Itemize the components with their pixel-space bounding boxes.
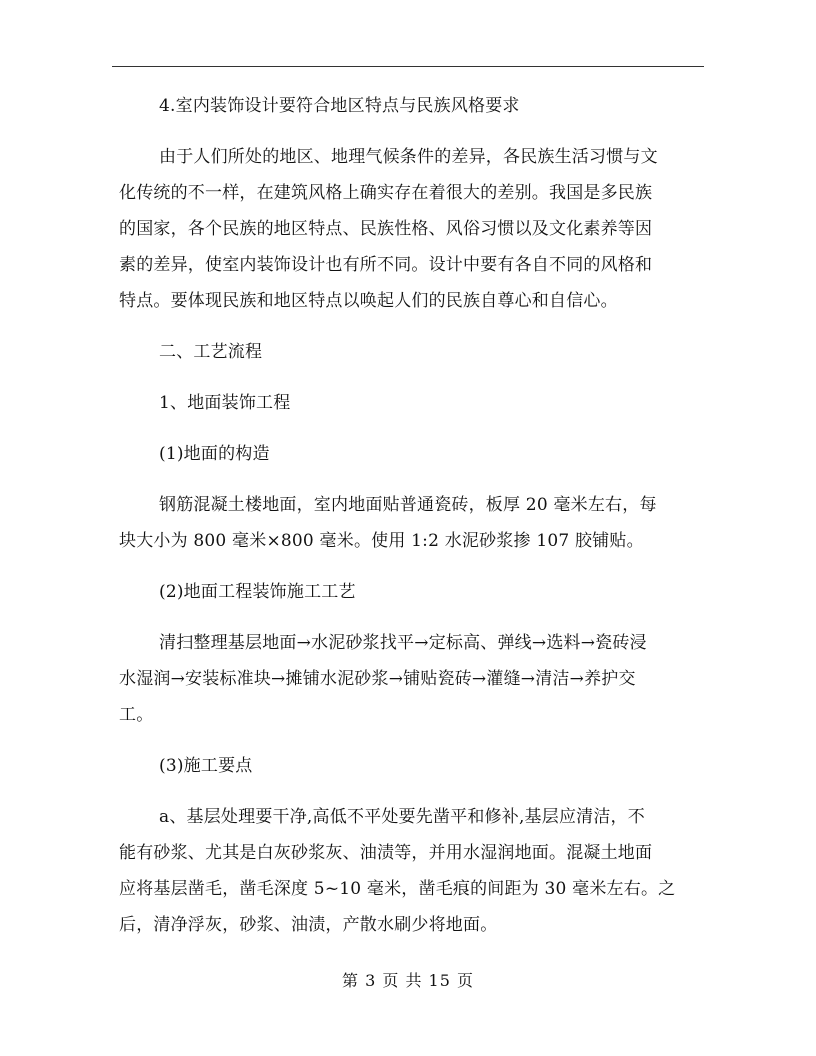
paragraph <box>119 799 699 943</box>
text-line: 1、地面装饰工程 <box>159 393 291 413</box>
text-line: (2)地面工程装饰施工工艺 <box>159 582 356 602</box>
paragraph <box>119 88 699 124</box>
paragraph <box>119 625 699 733</box>
paragraph <box>119 139 699 319</box>
text-line: 工。 <box>119 705 154 725</box>
paragraph-gap <box>119 472 699 487</box>
paragraph-gap <box>119 610 699 625</box>
paragraph <box>119 385 699 421</box>
page-footer: 第 3 页 共 15 页 <box>342 971 474 990</box>
text-line: 钢筋混凝土楼地面，室内地面贴普通瓷砖，板厚 20 毫米左右，每 <box>159 495 657 515</box>
paragraph-gap <box>119 124 699 139</box>
paragraph-gap <box>119 559 699 574</box>
text-line: 素的差异，使室内装饰设计也有所不同。设计中要有各自不同的风格和 <box>119 255 653 275</box>
text-line: 应将基层凿毛，凿毛深度 5~10 毫米，凿毛痕的间距为 30 毫米左右。之 <box>119 879 676 899</box>
text-line: (3)施工要点 <box>159 756 253 776</box>
text-line: a、基层处理要干净,高低不平处要先凿平和修补,基层应清洁，不 <box>159 807 645 827</box>
text-line: 能有砂浆、尤其是白灰砂浆灰、油渍等，并用水湿润地面。混凝土地面 <box>119 843 653 863</box>
paragraph-gap <box>119 319 699 334</box>
text-line: 块大小为 800 毫米×800 毫米。使用 1:2 水泥砂浆掺 107 胶铺贴。 <box>119 531 644 551</box>
paragraph <box>119 748 699 784</box>
paragraph-gap <box>119 784 699 799</box>
text-line: 的国家，各个民族的地区特点、民族性格、风俗习惯以及文化素养等因 <box>119 219 653 239</box>
paragraph <box>119 334 699 370</box>
text-line: 特点。要体现民族和地区特点以唤起人们的民族自尊心和自信心。 <box>119 291 618 311</box>
text-line: 化传统的不一样，在建筑风格上确实存在着很大的差别。我国是多民族 <box>119 183 653 203</box>
header-rule <box>112 66 704 67</box>
text-line: 清扫整理基层地面→水泥砂浆找平→定标高、弹线→选料→瓷砖浸 <box>159 633 647 653</box>
paragraph <box>119 487 699 559</box>
paragraph-gap <box>119 421 699 436</box>
text-line: 水湿润→安装标准块→摊铺水泥砂浆→铺贴瓷砖→灌缝→清洁→养护交 <box>119 669 636 689</box>
document-body <box>119 88 699 943</box>
text-line: 由于人们所处的地区、地理气候条件的差异，各民族生活习惯与文 <box>159 147 658 167</box>
paragraph-gap <box>119 370 699 385</box>
paragraph <box>119 574 699 610</box>
text-line: 后，清净浮灰，砂浆、油渍，产散水刷少将地面。 <box>119 915 498 935</box>
paragraph <box>119 436 699 472</box>
paragraph-gap <box>119 733 699 748</box>
text-line: (1)地面的构造 <box>159 444 270 464</box>
text-line: 4.室内装饰设计要符合地区特点与民族风格要求 <box>159 96 520 116</box>
text-line: 二、工艺流程 <box>159 342 263 362</box>
